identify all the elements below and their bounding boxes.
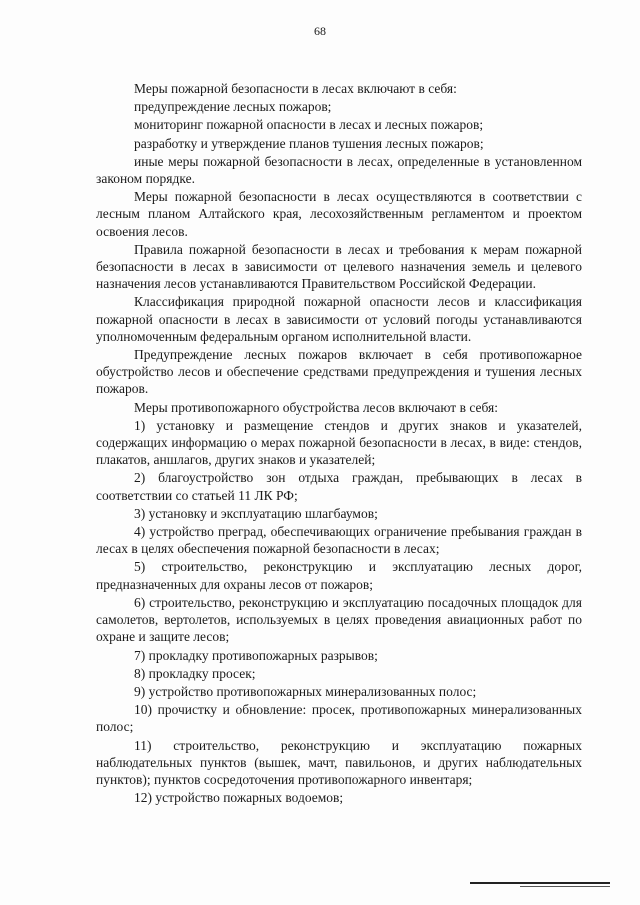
paragraph: Предупреждение лесных пожаров включает в себя противопожарное обустройство лесов и обеспечение средствами предупреждения и тушения лесных пожаров. xyxy=(96,347,582,397)
list-item: 5) строительство, реконструкцию и эксплуатацию лесных дорог, предназначенных для охраны лесов от пожаров; xyxy=(96,559,582,592)
paragraph: Меры пожарной безопасности в лесах осуществляются в соответствии с лесным планом Алтайского края, лесохозяйственным регламентом и проектом освоения лесов. xyxy=(96,189,582,239)
paragraph: мониторинг пожарной опасности в лесах и лесных пожаров; xyxy=(134,117,484,133)
paragraph: разработку и утверждение планов тушения лесных пожаров; xyxy=(134,135,484,151)
scan-artifact-line xyxy=(470,882,610,884)
scan-artifact-line xyxy=(520,886,610,887)
list-item: 3) установку и эксплуатацию шлагбаумов; xyxy=(134,505,378,521)
paragraph: Классификация природной пожарной опасности лесов и классификация пожарной опасности в лесах в зависимости от условий погоды устанавливаются уполномоченным федеральным органом исполнительной власти. xyxy=(96,294,582,344)
paragraph: Меры противопожарного обустройства лесов включают в себя: xyxy=(134,399,498,415)
list-item: 10) прочистку и обновление: просек, противопожарных минерализованных полос; xyxy=(96,702,582,735)
paragraph: Правила пожарной безопасности в лесах и требования к мерам пожарной безопасности в лесах в зависимости от целевого назначения земель и целевого назначения лесов устанавливаются Правительством Российской Федерации. xyxy=(96,241,582,292)
list-item: 9) устройство противопожарных минерализованных полос; xyxy=(134,683,477,699)
list-item: 1) установку и размещение стендов и других знаков и указателей, содержащих информацию о мерах пожарной безопасности в лесах, в виде: стендов, плакатов, аншлагов, других знаков и указателей; xyxy=(96,417,582,468)
paragraph: предупреждение лесных пожаров; xyxy=(134,99,332,115)
paragraph: Меры пожарной безопасности в лесах включают в себя: xyxy=(134,81,457,96)
list-item: 8) прокладку просек; xyxy=(134,665,256,681)
list-item: 11) строительство, реконструкцию и эксплуатацию пожарных наблюдательных пунктов (вышек, мачт, павильонов, и других наблюдательных пунктов); пунктов сосредоточения противопожарного инвентаря; xyxy=(96,737,582,787)
list-item: 12) устройство пожарных водоемов; xyxy=(134,790,344,806)
list-item: 2) благоустройство зон отдыха граждан, пребывающих в лесах в соответствии со статьей 11 ЛК РФ; xyxy=(96,470,582,503)
list-item: 6) строительство, реконструкцию и эксплуатацию посадочных площадок для самолетов, вертолетов, используемых в целях проведения авиационных работ по охране и защите лесов; xyxy=(96,594,582,645)
list-item: 7) прокладку противопожарных разрывов; xyxy=(134,647,378,663)
body-text xyxy=(96,80,582,807)
list-item: 4) устройство преград, обеспечивающих ограничение пребывания граждан в лесах в целях обеспечения пожарной безопасности в лесах; xyxy=(96,524,582,557)
page-number: 68 xyxy=(314,24,326,38)
paragraph: иные меры пожарной безопасности в лесах, определенные в установленном законом порядке. xyxy=(96,153,582,187)
